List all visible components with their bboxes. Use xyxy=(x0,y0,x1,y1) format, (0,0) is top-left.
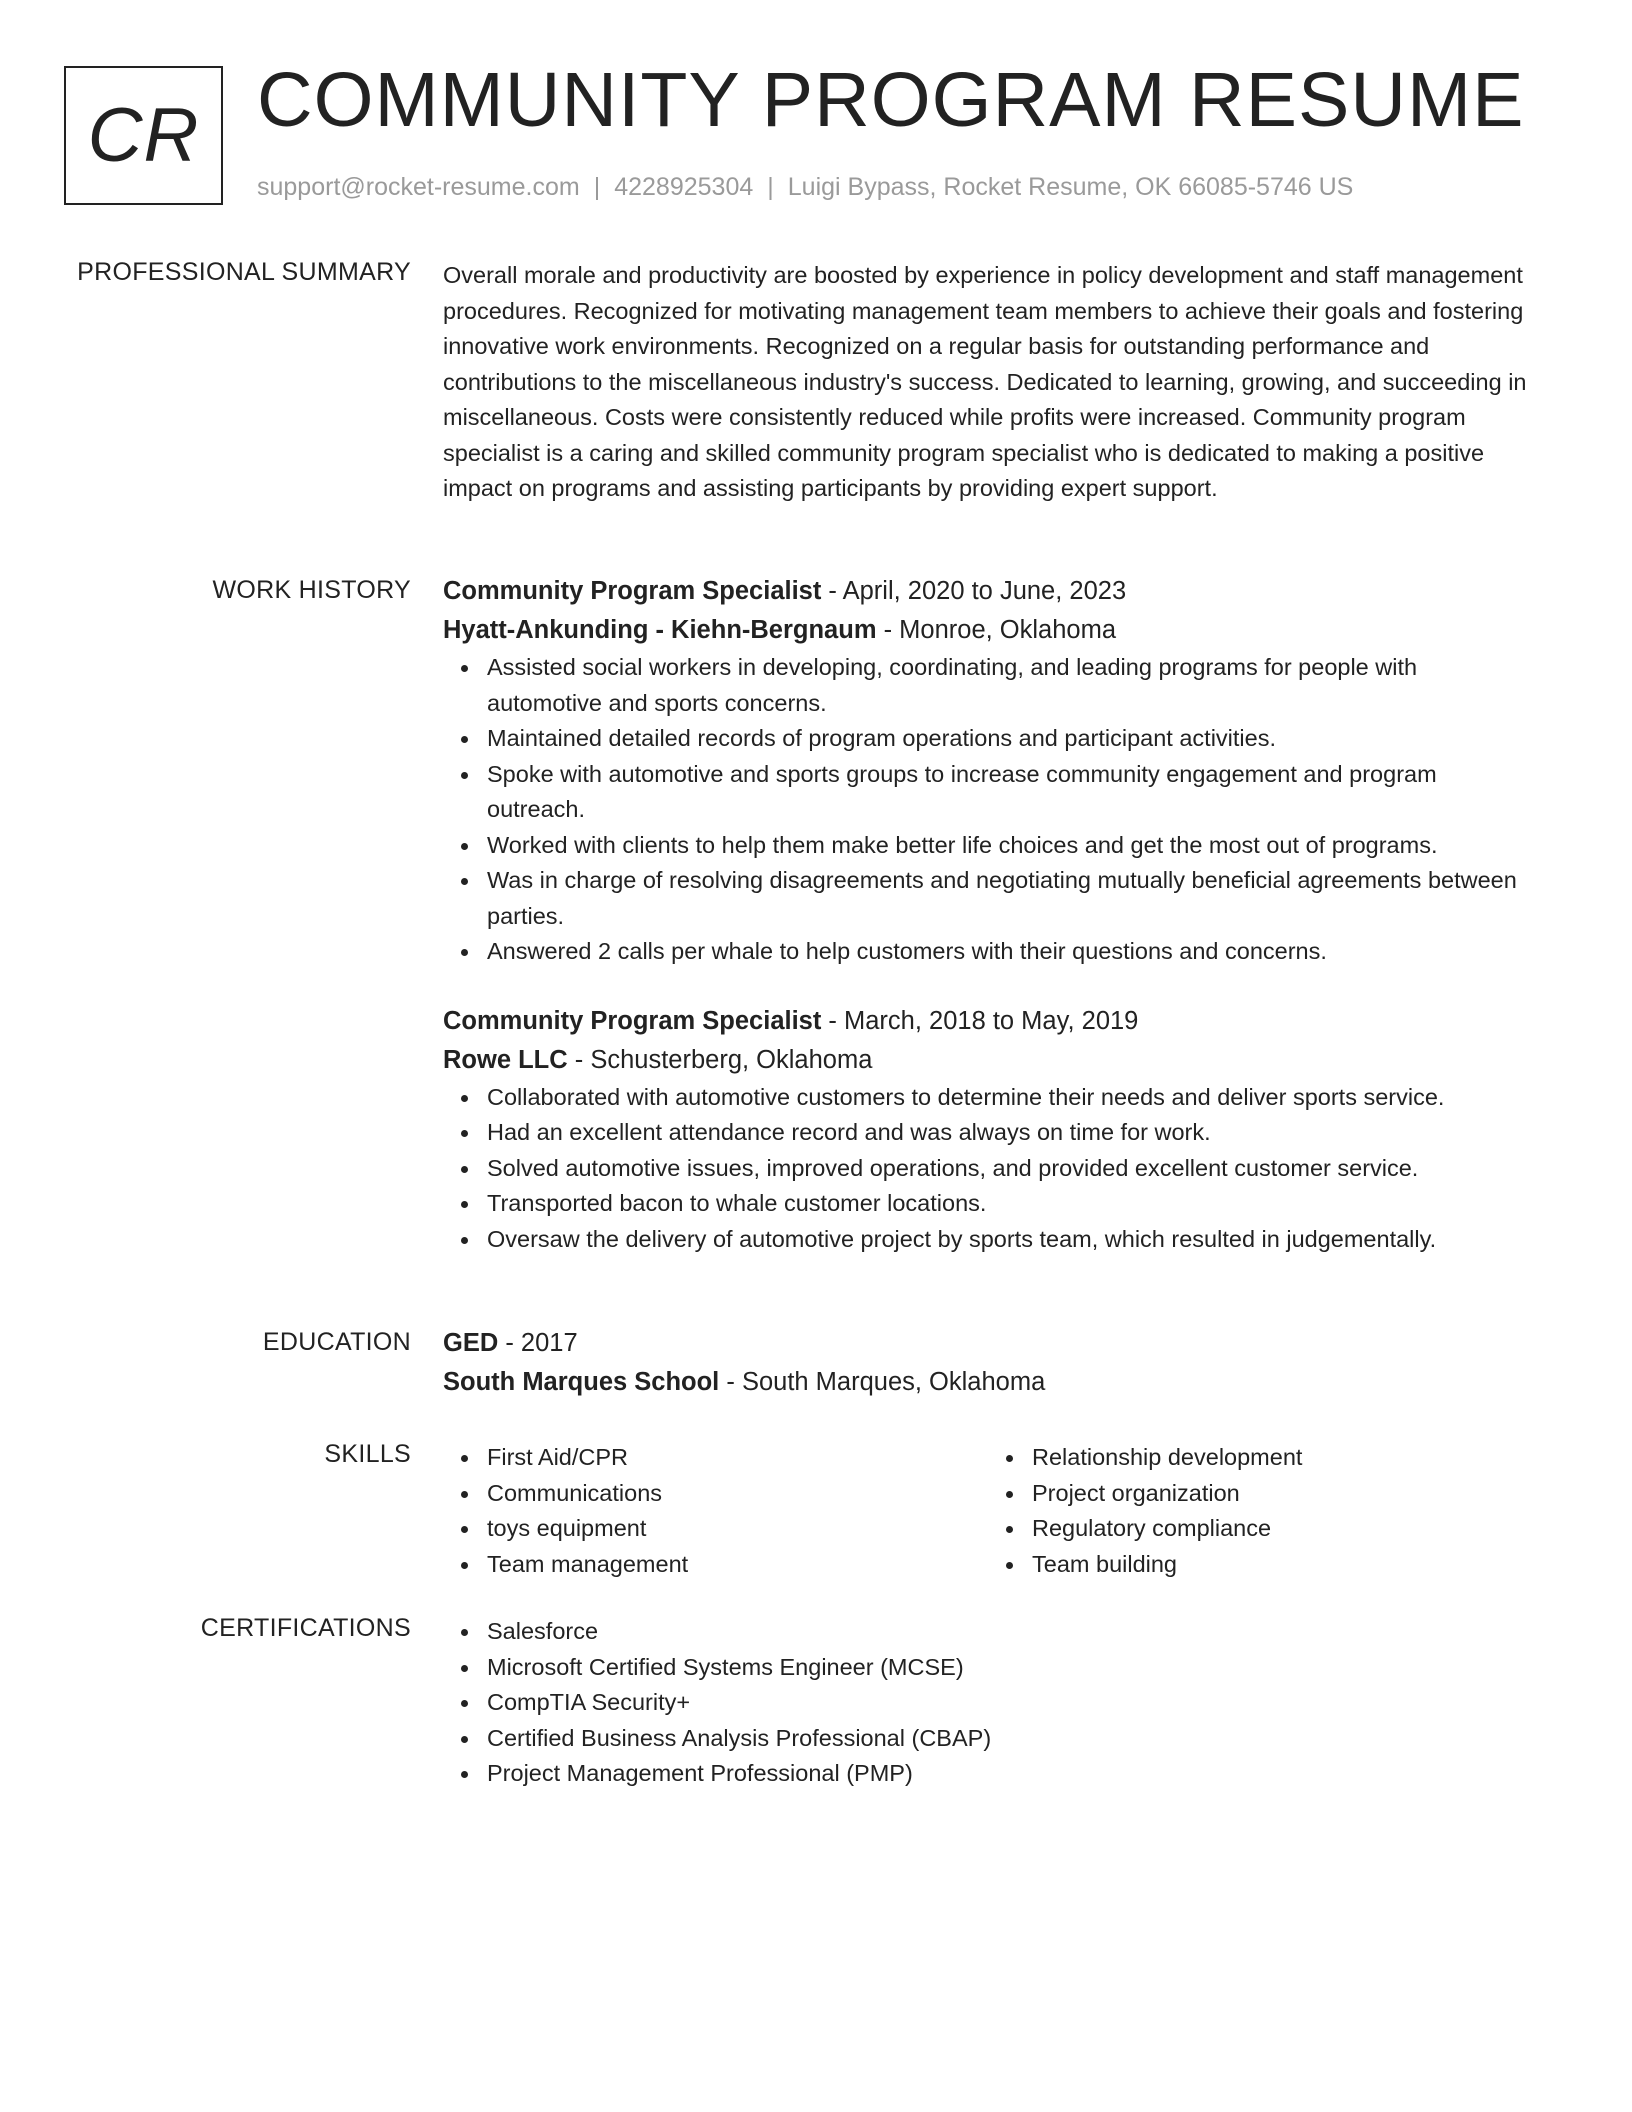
education-body xyxy=(443,1324,1533,1402)
work-history-body xyxy=(443,572,1533,1257)
job-bullet: Assisted social workers in developing, coordinating, and leading programs for people with automotive and sports concerns. xyxy=(487,650,1533,721)
contact-address: Luigi Bypass, Rocket Resume, OK 66085-5746 US xyxy=(787,173,1354,201)
school-line xyxy=(443,1363,1533,1402)
job-dates: - March, 2018 to May, 2019 xyxy=(821,1006,1139,1035)
job-company: Rowe LLC xyxy=(443,1045,568,1074)
skills-heading: SKILLS xyxy=(324,1440,411,1468)
job-bullet: Had an excellent attendance record and was always on time for work. xyxy=(487,1115,1533,1151)
job-bullet: Solved automotive issues, improved operations, and provided excellent customer service. xyxy=(487,1151,1533,1187)
certification-item: Salesforce xyxy=(487,1614,1533,1650)
work-history-heading: WORK HISTORY xyxy=(212,576,411,604)
job-entry xyxy=(443,572,1533,970)
skill-item: Relationship development xyxy=(1032,1440,1533,1476)
job-company: Hyatt-Ankunding - Kiehn-Bergnaum xyxy=(443,616,877,644)
skill-item: First Aid/CPR xyxy=(487,1440,988,1476)
job-company-line xyxy=(443,611,1533,650)
job-bullet: Worked with clients to help them make better life choices and get the most out of programs. xyxy=(487,828,1533,864)
skill-item: Communications xyxy=(487,1476,988,1512)
skill-item: Team management xyxy=(487,1547,988,1583)
contact-line xyxy=(257,173,1353,202)
job-bullet: Transported bacon to whale customer locations. xyxy=(487,1186,1533,1222)
skills-list-right xyxy=(988,1440,1533,1582)
degree-name: GED xyxy=(443,1329,499,1357)
contact-phone[interactable]: 4228925304 xyxy=(614,173,754,201)
certification-item: Certified Business Analysis Professional (CBAP) xyxy=(487,1721,1533,1757)
degree-line xyxy=(443,1324,1533,1363)
job-title-line xyxy=(443,1002,1533,1041)
skills-body xyxy=(443,1440,1533,1582)
job-location: - Schusterberg, Oklahoma xyxy=(567,1045,873,1074)
job-bullet-list xyxy=(443,650,1533,970)
job-title-line xyxy=(443,572,1533,611)
certification-item: Project Management Professional (PMP) xyxy=(487,1756,1533,1792)
job-location: - Monroe, Oklahoma xyxy=(876,616,1117,644)
job-bullet: Answered 2 calls per whale to help customers with their questions and concerns. xyxy=(487,934,1533,970)
job-title: Community Program Specialist xyxy=(443,1006,822,1035)
contact-separator: | xyxy=(767,173,774,201)
job-company-line xyxy=(443,1041,1533,1080)
monogram-box xyxy=(64,66,223,205)
summary-body xyxy=(443,258,1533,507)
job-bullet: Maintained detailed records of program operations and participant activities. xyxy=(487,721,1533,757)
skills-list-left xyxy=(443,1440,988,1582)
job-bullet-list xyxy=(443,1080,1533,1258)
degree-year: - 2017 xyxy=(498,1329,578,1357)
monogram-initials: CR xyxy=(87,93,200,178)
job-title: Community Program Specialist xyxy=(443,577,822,605)
certifications-body xyxy=(443,1614,1533,1792)
skill-item: toys equipment xyxy=(487,1511,988,1547)
certification-item: Microsoft Certified Systems Engineer (MCSE) xyxy=(487,1650,1533,1686)
job-bullet: Spoke with automotive and sports groups to increase community engagement and program outreach. xyxy=(487,757,1533,828)
job-entry xyxy=(443,1002,1533,1258)
job-bullet: Oversaw the delivery of automotive project by sports team, which resulted in judgementally. xyxy=(487,1222,1533,1258)
skill-item: Project organization xyxy=(1032,1476,1533,1512)
skills-grid xyxy=(443,1440,1533,1582)
education-heading: EDUCATION xyxy=(262,1328,411,1356)
certification-item: CompTIA Security+ xyxy=(487,1685,1533,1721)
job-dates: - April, 2020 to June, 2023 xyxy=(821,577,1127,605)
summary-text: Overall morale and productivity are boosted by experience in policy development and staff management procedures. Recognized for motivating management team members to achieve their goals and fostering innovative work environments. Recognized on a regular basis for outstanding performance and contributions to the miscellaneous industry's success. Dedicated to learning, growing, and succeeding in miscellaneous. Costs were consistently reduced while profits were increased. Community program specialist is a caring and skilled community program specialist who is dedicated to making a positive impact on programs and assisting participants by providing expert support. xyxy=(443,262,1527,501)
school-name: South Marques School xyxy=(443,1368,720,1396)
skill-item: Regulatory compliance xyxy=(1032,1511,1533,1547)
job-bullet: Collaborated with automotive customers to determine their needs and deliver sports service. xyxy=(487,1080,1533,1116)
school-location: - South Marques, Oklahoma xyxy=(719,1368,1046,1396)
resume-title: COMMUNITY PROGRAM RESUME xyxy=(257,57,1525,143)
skill-item: Team building xyxy=(1032,1547,1533,1583)
certifications-heading: CERTIFICATIONS xyxy=(200,1614,411,1642)
contact-email[interactable]: support@rocket-resume.com xyxy=(257,173,580,201)
job-bullet: Was in charge of resolving disagreements and negotiating mutually beneficial agreements between parties. xyxy=(487,863,1533,934)
contact-separator: | xyxy=(593,173,601,201)
certifications-list xyxy=(443,1614,1533,1792)
summary-heading: PROFESSIONAL SUMMARY xyxy=(77,258,411,286)
